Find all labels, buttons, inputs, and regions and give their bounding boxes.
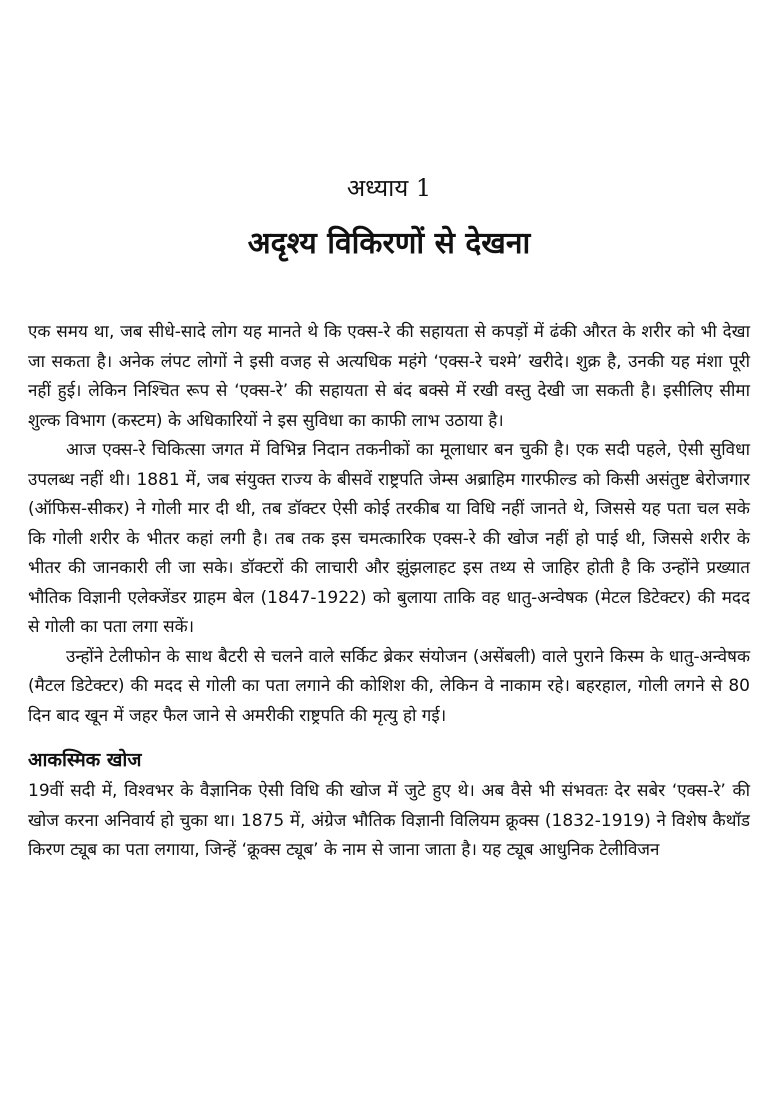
section-heading: आकस्मिक खोज — [28, 749, 142, 771]
paragraph-intro: एक समय था, जब सीधे-सादे लोग यह मानते थे कि एक्स-रे की सहायता से कपड़ों में ढंकी औरत के शरीर को भी देखा जा सकता है। अनेक लंपट लोगों ने इसी वजह से अत्यधिक महंगे ‘एक्स-रे चश्मे’ खरीदे। शुक्र है, उनकी यह मंशा पूरी नहीं हुई। लेकिन निश्चित रूप से ‘एक्स-रे’ की सहायता से बंद बक्से में रखी वस्तु देखी जा सकती है। इसीलिए सीमा शुल्क विभाग (कस्टम) के अधिकारियों ने इस सुविधा का काफी लाभ उठाया है। — [28, 322, 750, 431]
body-text — [28, 318, 750, 866]
paragraph-xray-history: आज एक्स-रे चिकित्सा जगत में विभिन्न निदान तकनीकों का मूलाधार बन चुकी है। एक सदी पहले, ऐसी सुविधा उपलब्ध नहीं थी। 1881 में, जब संयुक्त राज्य के बीसवें राष्ट्रपति जेम्स अब्राहिम गारफील्ड को किसी असंतुष्ट बेरोजगार (ऑफिस-सीकर) ने गोली मार दी थी, तब डॉक्टर ऐसी कोई तरकीब या विधि नहीं जानते थे, जिससे यह पता चल सके कि गोली शरीर के भीतर कहां लगी है। तब तक इस चमत्कारिक एक्स-रे की खोज नहीं हो पाई थी, जिससे शरीर के भीतर की जानकारी ली जा सके। डॉक्टरों की लाचारी और झुंझलाहट इस तथ्य से जाहिर होती है कि उन्होंने प्रख्यात भौतिक विज्ञानी एलेक्जेंडर ग्राहम बेल (1847-1922) को बुलाया ताकि वह धातु-अन्वेषक (मेटल डिटेक्टर) की मदद से गोली का पता लगा सकें। — [28, 440, 750, 637]
paragraph-metal-detector: उन्होंने टेलीफोन के साथ बैटरी से चलने वाले सर्किट ब्रेकर संयोजन (असेंबली) वाले पुराने किस्म के धातु-अन्वेषक (मैटल डिटेक्टर) की मदद से गोली का पता लगाने की कोशिश की, लेकिन वे नाकाम रहे। बहरहाल, गोली लगने से 80 दिन बाद खून में जहर फैल जाने से अमरीकी राष्ट्रपति की मृत्यु हो गई। — [28, 646, 750, 726]
paragraph-accidental-discovery: 19वीं सदी में, विश्वभर के वैज्ञानिक ऐसी विधि की खोज में जुटे हुए थे। अब वैसे भी संभवतः देर सबेर ‘एक्स-रे’ की खोज करना अनिवार्य हो चुका था। 1875 में, अंग्रेज भौतिक विज्ञानी विलियम क्रूक्स (1832-1919) ने विशेष कैथॉड किरण ट्यूब का पता लगाया, जिन्हें ‘क्रूक्स ट्यूब’ के नाम से जाना जाता है। यह ट्यूब आधुनिक टेलीविजन — [28, 781, 750, 860]
chapter-number: अध्याय 1 — [346, 174, 432, 202]
chapter-title: अदृश्य विकिरणों से देखना — [247, 226, 531, 261]
book-page — [28, 0, 750, 1108]
